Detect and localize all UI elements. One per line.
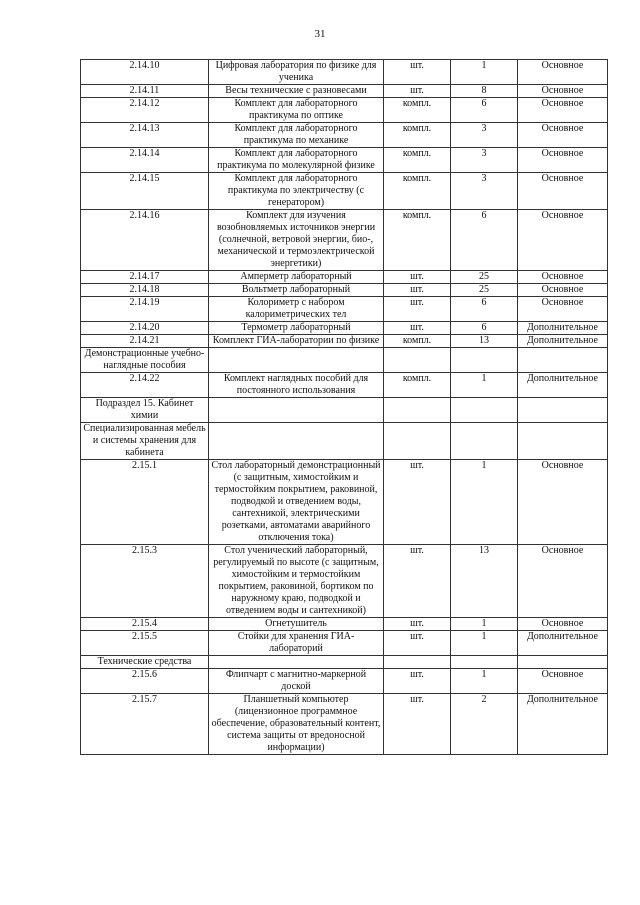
item-name: Планшетный компьютер (лицензионное программное обеспечение, образовательный контент, система защиты от вредоносной информации) <box>209 694 384 755</box>
item-code: 2.15.3 <box>81 545 209 618</box>
table-row <box>81 618 608 631</box>
item-unit: шт. <box>384 271 451 284</box>
item-category: Дополнительное <box>518 694 608 755</box>
item-unit: компл. <box>384 210 451 271</box>
empty-cell <box>451 398 518 423</box>
table-row <box>81 335 608 348</box>
item-code: 2.14.14 <box>81 148 209 173</box>
item-category: Дополнительное <box>518 335 608 348</box>
empty-cell <box>451 656 518 669</box>
item-name: Стойки для хранения ГИА-лабораторий <box>209 631 384 656</box>
section-row <box>81 423 608 460</box>
item-quantity: 25 <box>451 271 518 284</box>
item-category: Основное <box>518 60 608 85</box>
item-category: Основное <box>518 210 608 271</box>
empty-cell <box>209 348 384 373</box>
section-row <box>81 656 608 669</box>
item-quantity: 1 <box>451 460 518 545</box>
empty-cell <box>518 656 608 669</box>
item-quantity: 3 <box>451 173 518 210</box>
table-row <box>81 123 608 148</box>
item-code: 2.15.6 <box>81 669 209 694</box>
item-unit: шт. <box>384 545 451 618</box>
equipment-table-body <box>81 60 608 755</box>
table-row <box>81 631 608 656</box>
empty-cell <box>518 348 608 373</box>
table-row <box>81 210 608 271</box>
item-quantity: 13 <box>451 335 518 348</box>
page-number: 31 <box>314 28 326 40</box>
item-category: Основное <box>518 284 608 297</box>
table-row <box>81 669 608 694</box>
item-code: 2.14.12 <box>81 98 209 123</box>
empty-cell <box>451 348 518 373</box>
item-name: Весы технические с разновесами <box>209 85 384 98</box>
item-quantity: 1 <box>451 373 518 398</box>
item-quantity: 1 <box>451 60 518 85</box>
item-quantity: 3 <box>451 123 518 148</box>
item-name: Стол лабораторный демонстрационный (с защитным, химостойким и термостойким покрытием, раковиной, подводкой и отведением воды, сантехникой, электрическими розетками, автоматами аварийного отключения тока) <box>209 460 384 545</box>
table-row <box>81 694 608 755</box>
item-unit: компл. <box>384 173 451 210</box>
table-row <box>81 85 608 98</box>
item-quantity: 3 <box>451 148 518 173</box>
table-row <box>81 460 608 545</box>
item-code: 2.14.15 <box>81 173 209 210</box>
empty-cell <box>518 423 608 460</box>
item-category: Основное <box>518 271 608 284</box>
empty-cell <box>451 423 518 460</box>
item-code: 2.14.20 <box>81 322 209 335</box>
item-unit: шт. <box>384 297 451 322</box>
section-title: Подраздел 15. Кабинет химии <box>81 398 209 423</box>
item-category: Основное <box>518 618 608 631</box>
empty-cell <box>384 398 451 423</box>
item-name: Термометр лабораторный <box>209 322 384 335</box>
item-name: Огнетушитель <box>209 618 384 631</box>
item-unit: шт. <box>384 284 451 297</box>
item-name: Комплект для изучения возобновляемых источников энергии (солнечной, ветровой энергии, био-, механической и термоэлектрической энергетики) <box>209 210 384 271</box>
empty-cell <box>209 423 384 460</box>
empty-cell <box>384 348 451 373</box>
table-row <box>81 98 608 123</box>
item-name: Колориметр с набором калориметрических тел <box>209 297 384 322</box>
item-unit: шт. <box>384 322 451 335</box>
item-unit: шт. <box>384 85 451 98</box>
empty-cell <box>518 398 608 423</box>
item-quantity: 13 <box>451 545 518 618</box>
item-code: 2.14.11 <box>81 85 209 98</box>
item-quantity: 6 <box>451 297 518 322</box>
item-name: Вольтметр лабораторный <box>209 284 384 297</box>
item-name: Комплект для лабораторного практикума по молекулярной физике <box>209 148 384 173</box>
item-code: 2.14.18 <box>81 284 209 297</box>
table-row <box>81 271 608 284</box>
section-row <box>81 398 608 423</box>
item-quantity: 25 <box>451 284 518 297</box>
section-title: Специализированная мебель и системы хранения для кабинета <box>81 423 209 460</box>
item-code: 2.14.19 <box>81 297 209 322</box>
item-name: Комплект для лабораторного практикума по оптике <box>209 98 384 123</box>
item-category: Основное <box>518 545 608 618</box>
item-category: Дополнительное <box>518 631 608 656</box>
section-title: Демонстрационные учебно-наглядные пособия <box>81 348 209 373</box>
item-name: Комплект ГИА-лаборатории по физике <box>209 335 384 348</box>
item-quantity: 1 <box>451 618 518 631</box>
item-category: Основное <box>518 85 608 98</box>
empty-cell <box>384 656 451 669</box>
item-quantity: 8 <box>451 85 518 98</box>
item-unit: компл. <box>384 123 451 148</box>
item-quantity: 6 <box>451 210 518 271</box>
table-row <box>81 173 608 210</box>
item-name: Комплект для лабораторного практикума по электричеству (с генератором) <box>209 173 384 210</box>
item-code: 2.14.17 <box>81 271 209 284</box>
item-category: Основное <box>518 123 608 148</box>
item-category: Основное <box>518 173 608 210</box>
item-category: Основное <box>518 297 608 322</box>
item-code: 2.14.21 <box>81 335 209 348</box>
section-title: Технические средства <box>81 656 209 669</box>
item-unit: компл. <box>384 373 451 398</box>
empty-cell <box>209 656 384 669</box>
item-quantity: 1 <box>451 631 518 656</box>
equipment-table <box>80 59 608 755</box>
empty-cell <box>209 398 384 423</box>
item-name: Стол ученический лабораторный, регулируемый по высоте (с защитным, химостойким и термостойким покрытием, раковиной, бортиком по наружному краю, подводкой и отведением воды и сантехникой) <box>209 545 384 618</box>
table-row <box>81 322 608 335</box>
item-category: Основное <box>518 669 608 694</box>
item-quantity: 6 <box>451 322 518 335</box>
item-code: 2.14.10 <box>81 60 209 85</box>
item-unit: шт. <box>384 694 451 755</box>
item-category: Дополнительное <box>518 322 608 335</box>
table-row <box>81 148 608 173</box>
item-quantity: 1 <box>451 669 518 694</box>
item-code: 2.15.4 <box>81 618 209 631</box>
item-code: 2.15.5 <box>81 631 209 656</box>
item-category: Основное <box>518 148 608 173</box>
table-row <box>81 545 608 618</box>
item-unit: шт. <box>384 669 451 694</box>
item-code: 2.15.1 <box>81 460 209 545</box>
empty-cell <box>384 423 451 460</box>
item-code: 2.14.13 <box>81 123 209 148</box>
table-row <box>81 373 608 398</box>
item-code: 2.14.16 <box>81 210 209 271</box>
item-name: Комплект для лабораторного практикума по механике <box>209 123 384 148</box>
item-unit: компл. <box>384 98 451 123</box>
section-row <box>81 348 608 373</box>
item-name: Флипчарт с магнитно-маркерной доской <box>209 669 384 694</box>
item-unit: шт. <box>384 618 451 631</box>
item-category: Основное <box>518 98 608 123</box>
item-name: Комплект наглядных пособий для постоянного использования <box>209 373 384 398</box>
item-category: Дополнительное <box>518 373 608 398</box>
item-quantity: 6 <box>451 98 518 123</box>
item-code: 2.15.7 <box>81 694 209 755</box>
item-category: Основное <box>518 460 608 545</box>
item-unit: шт. <box>384 460 451 545</box>
item-unit: шт. <box>384 631 451 656</box>
table-row <box>81 60 608 85</box>
item-name: Амперметр лабораторный <box>209 271 384 284</box>
item-unit: компл. <box>384 148 451 173</box>
table-row <box>81 284 608 297</box>
item-code: 2.14.22 <box>81 373 209 398</box>
item-quantity: 2 <box>451 694 518 755</box>
item-name: Цифровая лаборатория по физике для ученика <box>209 60 384 85</box>
item-unit: шт. <box>384 60 451 85</box>
table-row <box>81 297 608 322</box>
item-unit: компл. <box>384 335 451 348</box>
